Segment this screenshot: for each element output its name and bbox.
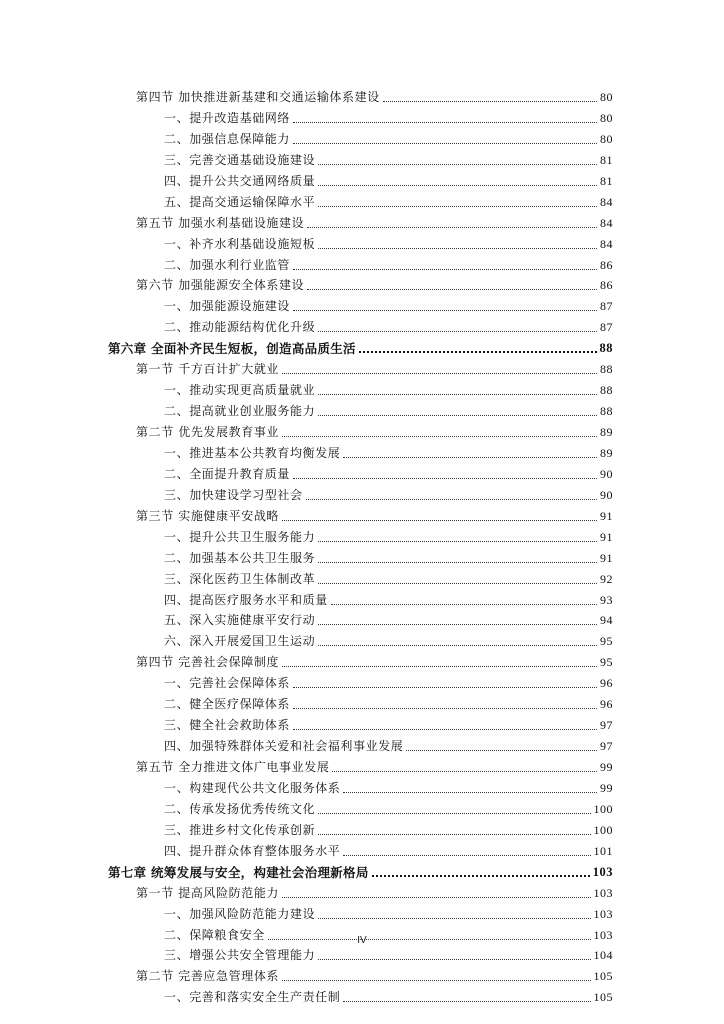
- toc-row: [108, 864, 613, 881]
- toc-section-entry[interactable]: [0, 757, 724, 778]
- toc-dot-leader: [332, 771, 597, 772]
- toc-page-number: 81: [600, 173, 613, 188]
- toc-row: [136, 654, 613, 671]
- toc-subsection-entry[interactable]: [0, 736, 724, 757]
- toc-dot-leader: [359, 351, 597, 353]
- toc-subsection-entry[interactable]: [0, 610, 724, 631]
- toc-subsection-entry[interactable]: [0, 987, 724, 1008]
- toc-page-number: 90: [600, 466, 613, 481]
- toc-dot-leader: [318, 918, 590, 919]
- toc-entry-title: 第五节 全力推进文体广电事业发展: [136, 760, 330, 774]
- toc-entry-title: 第三节 实施健康平安战略: [136, 508, 280, 523]
- toc-section-entry[interactable]: [0, 359, 724, 380]
- toc-entry-title: 二、保障粮食安全: [164, 927, 265, 942]
- toc-page-number: 86: [600, 257, 613, 272]
- toc-subsection-entry[interactable]: [0, 694, 724, 715]
- toc-subsection-entry[interactable]: [0, 150, 724, 171]
- toc-page-number: 87: [600, 299, 613, 314]
- toc-row: [164, 173, 613, 190]
- toc-entry-title: 三、推进乡村文化传承创新: [164, 822, 316, 837]
- toc-dot-leader: [318, 394, 597, 395]
- toc-section-entry[interactable]: [0, 506, 724, 527]
- toc-dot-leader: [318, 185, 597, 186]
- toc-page-number: 97: [600, 739, 613, 754]
- toc-dot-leader: [406, 750, 597, 751]
- toc-page-number: 101: [593, 843, 613, 858]
- toc-row: [164, 801, 613, 818]
- toc-page-number: 105: [593, 990, 613, 1005]
- toc-dot-leader: [318, 562, 597, 563]
- toc-section-entry[interactable]: [0, 275, 724, 296]
- toc-dot-leader: [307, 289, 597, 290]
- toc-entry-title: 六、深入开展爱国卫生运动: [164, 634, 316, 649]
- toc-row: [164, 466, 613, 483]
- toc-entry-title: 四、提升群众体育整体服务水平: [164, 843, 341, 858]
- toc-page-number: 96: [600, 697, 613, 712]
- toc-page-number: 99: [600, 760, 613, 774]
- toc-entry-title: 二、加强基本公共卫生服务: [164, 550, 316, 565]
- toc-page-number: 80: [600, 90, 613, 104]
- toc-page-number: 97: [600, 718, 613, 733]
- toc-row: [108, 340, 613, 357]
- toc-row: [164, 257, 613, 274]
- toc-entry-title: 二、推动能源结构优化升级: [164, 320, 316, 335]
- toc-entry-title: 二、传承发扬优秀传统文化: [164, 801, 316, 816]
- toc-subsection-entry[interactable]: [0, 778, 724, 799]
- toc-row: [164, 592, 613, 609]
- toc-dot-leader: [343, 457, 597, 458]
- toc-entry-title: 二、全面提升教育质量: [164, 466, 291, 481]
- toc-page-number: 93: [600, 592, 613, 607]
- toc-row: [164, 487, 613, 504]
- toc-page-number: 94: [600, 613, 613, 628]
- toc-entry-title: 一、加强风险防范能力建设: [164, 906, 316, 921]
- toc-section-entry[interactable]: [0, 652, 724, 673]
- toc-subsection-entry[interactable]: [0, 192, 724, 213]
- toc-dot-leader: [282, 980, 590, 981]
- toc-row: [136, 968, 613, 985]
- toc-row: [164, 403, 613, 420]
- toc-dot-leader: [293, 478, 597, 479]
- toc-dot-leader: [293, 310, 597, 311]
- toc-section-entry[interactable]: [0, 422, 724, 443]
- toc-page-number: 89: [600, 445, 613, 460]
- toc-subsection-entry[interactable]: [0, 108, 724, 129]
- toc-entry-title: 第四节 加快推进新基建和交通运输体系建设: [136, 90, 380, 104]
- toc-entry-title: 一、推进基本公共教育均衡发展: [164, 445, 341, 460]
- toc-chapter-entry[interactable]: [0, 338, 724, 359]
- toc-page-number: 91: [600, 508, 613, 523]
- toc-subsection-entry[interactable]: [0, 590, 724, 611]
- toc-entry-title: 四、提高医疗服务水平和质量: [164, 592, 328, 607]
- toc-page-number: 86: [600, 278, 613, 293]
- toc-page-number: 100: [593, 822, 613, 837]
- toc-subsection-entry[interactable]: [0, 443, 724, 464]
- toc-row: [164, 738, 613, 755]
- toc-page-number: 88: [600, 362, 613, 377]
- toc-row: [164, 298, 613, 315]
- toc-row: [136, 885, 613, 902]
- toc-subsection-entry[interactable]: [0, 945, 724, 966]
- toc-row: [164, 110, 613, 127]
- page-number-footer: IV: [357, 935, 367, 946]
- toc-page-number: 99: [600, 780, 613, 795]
- toc-page-number: 92: [600, 571, 613, 586]
- toc-dot-leader: [306, 499, 597, 500]
- toc-row: [164, 382, 613, 399]
- toc-page-number: 95: [600, 655, 613, 670]
- toc-subsection-entry[interactable]: [0, 296, 724, 317]
- toc-entry-title: 第二节 优先发展教育事业: [136, 425, 280, 439]
- toc-entry-title: 四、提升公共交通网络质量: [164, 173, 316, 188]
- toc-entry-title: 一、加强能源设施建设: [164, 299, 291, 314]
- toc-dot-leader: [293, 269, 597, 270]
- toc-entry-title: 二、健全医疗保障体系: [164, 697, 291, 712]
- toc-row: [164, 445, 613, 462]
- toc-chapter-entry[interactable]: [0, 862, 724, 883]
- toc-dot-leader: [318, 206, 597, 207]
- toc-entry-title: 第一节 千方百计扩大就业: [136, 362, 280, 377]
- toc-row: [164, 989, 613, 1006]
- toc-row: [164, 131, 613, 148]
- toc-dot-leader: [282, 520, 597, 521]
- toc-page-number: 95: [600, 634, 613, 649]
- toc-subsection-entry[interactable]: [0, 904, 724, 925]
- toc-dot-leader: [293, 729, 597, 730]
- toc-row: [164, 550, 613, 567]
- toc-dot-leader: [282, 897, 590, 898]
- toc-dot-leader: [318, 248, 597, 249]
- toc-page-number: 103: [593, 885, 613, 900]
- toc-dot-leader: [318, 959, 590, 960]
- toc-entry-title: 三、深化医药卫生体制改革: [164, 571, 316, 586]
- toc-page-number: 103: [592, 864, 613, 879]
- toc-dot-leader: [318, 834, 590, 835]
- toc-row: [164, 717, 613, 734]
- toc-subsection-entry[interactable]: [0, 841, 724, 862]
- toc-entry-title: 第七章 统筹发展与安全，构建社会治理新格局: [108, 864, 369, 880]
- toc-dot-leader: [293, 143, 597, 144]
- toc-dot-leader: [318, 331, 597, 332]
- toc-row: [164, 633, 613, 650]
- toc-page-number: 84: [600, 236, 613, 251]
- toc-page-number: 100: [593, 801, 613, 816]
- toc-row: [136, 215, 613, 232]
- toc-dot-leader: [383, 101, 597, 102]
- toc-page-number: 87: [600, 320, 613, 335]
- toc-page-number: 88: [600, 383, 613, 398]
- toc-page-number: 91: [600, 550, 613, 565]
- toc-entry-title: 二、提高就业创业服务能力: [164, 404, 316, 419]
- toc-entry-title: 四、加强特殊群体关爱和社会福利事业发展: [164, 739, 404, 754]
- toc-subsection-entry[interactable]: [0, 548, 724, 569]
- toc-dot-leader: [293, 687, 597, 688]
- toc-page-number: 80: [600, 131, 613, 146]
- toc-dot-leader: [331, 604, 597, 605]
- table-of-contents: [0, 87, 724, 1008]
- toc-page-number: 103: [593, 906, 613, 921]
- toc-row: [164, 529, 613, 546]
- toc-entry-title: 一、提升公共卫生服务能力: [164, 529, 316, 544]
- toc-row: [136, 424, 613, 441]
- toc-page-number: 103: [593, 927, 613, 942]
- toc-entry-title: 一、完善社会保障体系: [164, 676, 291, 691]
- toc-page-number: 81: [600, 152, 613, 167]
- toc-entry-title: 一、构建现代公共文化服务体系: [164, 780, 341, 795]
- toc-subsection-entry[interactable]: [0, 799, 724, 820]
- toc-section-entry[interactable]: [0, 883, 724, 904]
- toc-row: [164, 612, 613, 629]
- toc-subsection-entry[interactable]: [0, 171, 724, 192]
- toc-dot-leader: [372, 875, 590, 877]
- toc-row: [136, 361, 613, 378]
- toc-row: [164, 843, 613, 860]
- toc-subsection-entry[interactable]: [0, 569, 724, 590]
- toc-entry-title: 一、提升改造基础网络: [164, 110, 291, 125]
- toc-entry-title: 五、提高交通运输保障水平: [164, 194, 316, 209]
- toc-entry-title: 五、深入实施健康平安行动: [164, 613, 316, 628]
- toc-subsection-entry[interactable]: [0, 715, 724, 736]
- toc-subsection-entry[interactable]: [0, 673, 724, 694]
- toc-subsection-entry[interactable]: [0, 129, 724, 150]
- toc-row: [164, 152, 613, 169]
- toc-subsection-entry[interactable]: [0, 631, 724, 652]
- toc-page-number: 88: [600, 404, 613, 419]
- toc-subsection-entry[interactable]: [0, 380, 724, 401]
- toc-subsection-entry[interactable]: [0, 234, 724, 255]
- toc-dot-leader: [318, 645, 597, 646]
- toc-dot-leader: [293, 708, 597, 709]
- toc-page-number: 96: [600, 676, 613, 691]
- toc-section-entry[interactable]: [0, 966, 724, 987]
- toc-entry-title: 第六章 全面补齐民生短板，创造高品质生活: [108, 341, 356, 357]
- toc-entry-title: 第四节 完善社会保障制度: [136, 655, 280, 670]
- toc-dot-leader: [318, 415, 597, 416]
- toc-dot-leader: [318, 813, 590, 814]
- toc-entry-title: 二、加强信息保障能力: [164, 131, 291, 146]
- toc-dot-leader: [343, 792, 597, 793]
- toc-row: [136, 89, 613, 106]
- toc-page-number: 89: [600, 425, 613, 439]
- toc-entry-title: 一、补齐水利基础设施短板: [164, 236, 316, 251]
- toc-entry-title: 第一节 提高风险防范能力: [136, 885, 280, 900]
- toc-dot-leader: [343, 1001, 590, 1002]
- toc-dot-leader: [282, 436, 597, 437]
- toc-row: [164, 194, 613, 211]
- toc-entry-title: 三、完善交通基础设施建设: [164, 152, 316, 167]
- toc-row: [164, 236, 613, 253]
- toc-entry-title: 第六节 加强能源安全体系建设: [136, 278, 305, 293]
- toc-subsection-entry[interactable]: [0, 401, 724, 422]
- toc-row: [164, 947, 613, 964]
- toc-dot-leader: [293, 122, 597, 123]
- toc-page-number: 84: [600, 194, 613, 209]
- toc-dot-leader: [282, 373, 597, 374]
- toc-row: [164, 571, 613, 588]
- toc-entry-title: 一、推动实现更高质量就业: [164, 383, 316, 398]
- toc-entry-title: 二、加强水利行业监管: [164, 257, 291, 272]
- toc-row: [136, 277, 613, 294]
- toc-subsection-entry[interactable]: [0, 820, 724, 841]
- toc-row: [164, 319, 613, 336]
- toc-dot-leader: [318, 583, 597, 584]
- toc-entry-title: 三、健全社会救助体系: [164, 718, 291, 733]
- toc-entry-title: 一、完善和落实安全生产责任制: [164, 990, 341, 1005]
- toc-row: [164, 780, 613, 797]
- toc-section-entry[interactable]: [0, 213, 724, 234]
- toc-subsection-entry[interactable]: [0, 255, 724, 276]
- toc-subsection-entry[interactable]: [0, 464, 724, 485]
- toc-section-entry[interactable]: [0, 87, 724, 108]
- toc-page-number: 91: [600, 529, 613, 544]
- toc-dot-leader: [282, 666, 597, 667]
- toc-dot-leader: [307, 227, 597, 228]
- toc-page-number: 88: [599, 341, 613, 356]
- toc-dot-leader: [343, 855, 590, 856]
- toc-entry-title: 三、增强公共安全管理能力: [164, 948, 316, 963]
- toc-row: [164, 675, 613, 692]
- toc-entry-title: 三、加快建设学习型社会: [164, 487, 303, 502]
- toc-row: [136, 759, 613, 776]
- toc-subsection-entry[interactable]: [0, 317, 724, 338]
- toc-page-number: 105: [593, 969, 613, 984]
- toc-row: [164, 822, 613, 839]
- toc-page-number: 84: [600, 215, 613, 230]
- toc-entry-title: 第二节 完善应急管理体系: [136, 969, 280, 984]
- toc-page-number: 80: [600, 110, 613, 125]
- toc-entry-title: 第五节 加强水利基础设施建设: [136, 215, 305, 230]
- toc-page-number: 104: [593, 948, 613, 963]
- toc-subsection-entry[interactable]: [0, 485, 724, 506]
- toc-row: [164, 906, 613, 923]
- toc-dot-leader: [318, 541, 597, 542]
- toc-page-number: 90: [600, 487, 613, 502]
- toc-row: [136, 508, 613, 525]
- toc-dot-leader: [318, 164, 597, 165]
- toc-row: [164, 696, 613, 713]
- toc-subsection-entry[interactable]: [0, 527, 724, 548]
- toc-dot-leader: [318, 624, 597, 625]
